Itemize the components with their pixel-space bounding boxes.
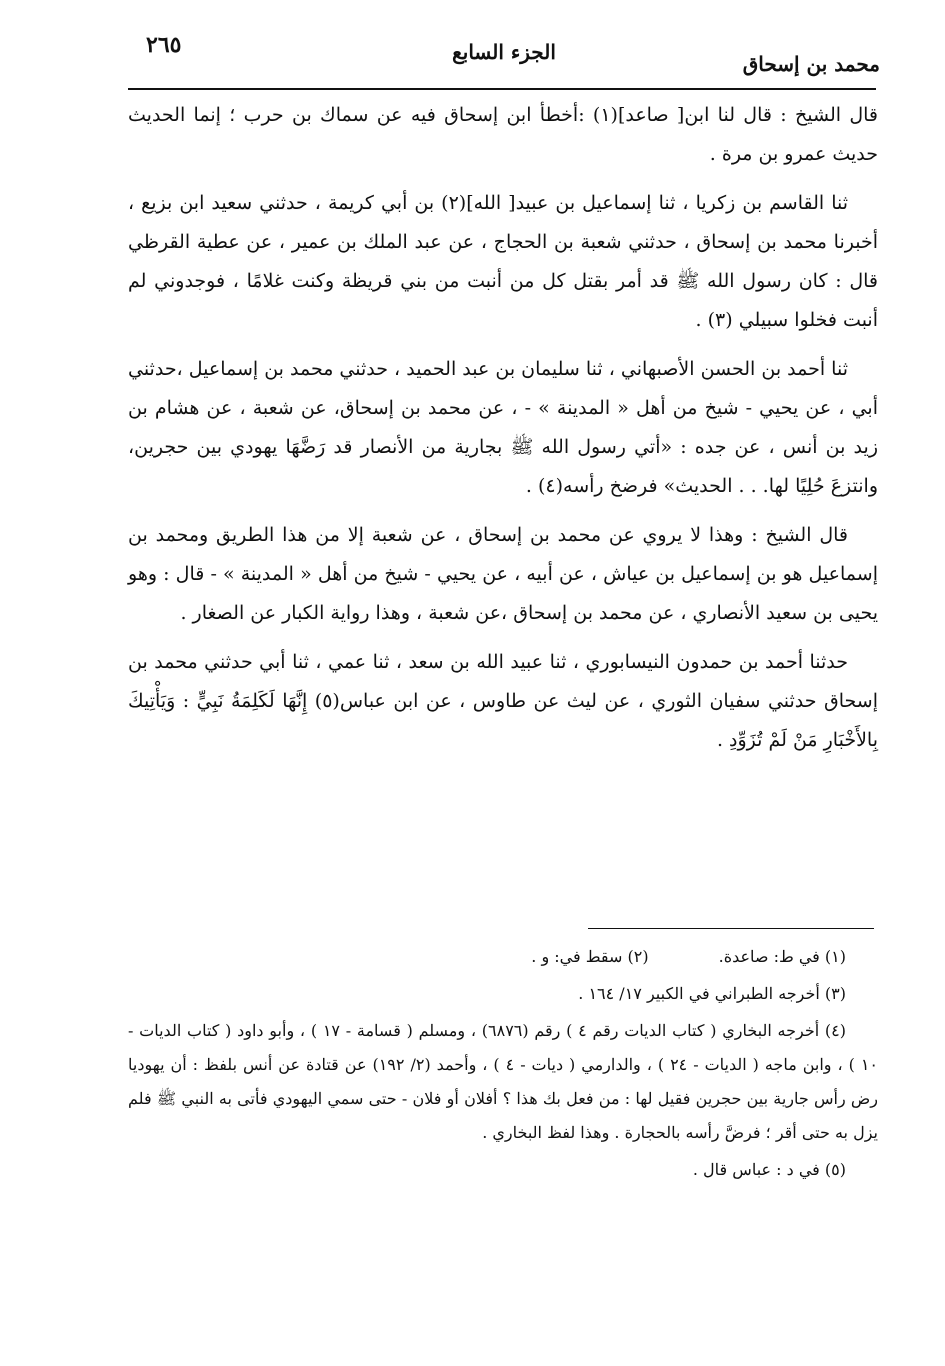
footnote-5: (٥) في د : عباس قال . [692, 1160, 846, 1179]
footnote-1: (١) في ط: صاعدة. [718, 947, 846, 966]
paragraph-5: حدثنا أحمد بن حمدون النيسابوري ، ثنا عبيد الله بن سعد ، ثنا عمي ، ثنا أبي حدثني محمد بن إسحاق حدثني سفيان الثوري ، عن ليث عن طاوس ، عن ابن عباس(٥) إِنَّهَا لَكَلِمَةُ نَبِيٍّ : وَيَأْتِيكَ بِالأَخْبَارِ مَنْ لَمْ تُزَوِّدِ . [128, 651, 878, 751]
footnote-3: (٣) أخرجه الطبراني في الكبير ١٧/ ١٦٤ . [578, 984, 846, 1003]
paragraph-1: قال الشيخ : قال لنا ابن[ صاعد](١) :أخطأ ابن إسحاق فيه عن سماك بن حرب ؛ إنما الحديث حديث عمرو بن مرة . [128, 104, 878, 165]
header-part-title: الجزء السابع [452, 40, 556, 64]
header-book-title: محمد بن إسحاق [742, 52, 880, 76]
page-number: ٢٦٥ [146, 32, 182, 58]
footnotes [128, 940, 878, 1190]
footnote-rule [588, 928, 874, 929]
paragraph-2: ثنا القاسم بن زكريا ، ثنا إسماعيل بن عبيد[ الله](٢) بن أبي كريمة ، حدثني سعيد ابن بزيع ، أخبرنا محمد بن إسحاق ، حدثني شعبة بن الحجاج ، عن عبد الملك بن عمير ، عن عطية القرظي قال : كان رسول الله ﷺ قد أمر بقتل كل من أنبت من بني قريظة وكنت غلامًا ، فوجدوني لم أنبت فخلوا سبيلي (٣) . [128, 192, 878, 331]
main-text [128, 96, 878, 770]
paragraph-3: ثنا أحمد بن الحسن الأصبهاني ، ثنا سليمان بن عبد الحميد ، حدثني محمد بن إسماعيل ،حدثني أبي ، عن يحيي - شيخ من أهل « المدينة » - ، عن محمد بن إسحاق، عن شعبة ، عن هشام بن زيد بن أنس ، عن جده : «أتي رسول الله ﷺ بجارية من الأنصار قد رَضَّهَا يهودي بين حجرين، وانتزعَ حُلِيًا لها. . . الحديث» فرضخ رأسه(٤) . [127, 358, 878, 497]
footnote-2: (٢) سقط في: و . [531, 947, 649, 966]
footnote-4: (٤) أخرجه البخاري ( كتاب الديات رقم ٤ ) رقم (٦٨٧٦) ، ومسلم ( قسامة - ١٧ ) ، وأبو داود ( كتاب الديات - ١٠ ) ، وابن ماجه ( الديات - ٢٤ ) ، والدارمي ( ديات - ٤ ) ، وأحمد (٢/ ١٩٢) عن قتادة عن أنس بلفظ : أن يهوديا رض رأس جارية بين حجرين فقيل لها : من فعل بك هذا ؟ أفلان أو فلان - حتى سمي اليهودي فأتى به النبي ﷺ فلم يزل به حتى أقر ؛ فرضَّ رأسه بالحجارة . وهذا لفظ البخاري . [128, 1021, 879, 1142]
footnote-line-1 [128, 940, 878, 974]
header-rule [128, 88, 876, 90]
paragraph-4: قال الشيخ : وهذا لا يروي عن محمد بن إسحاق ، عن شعبة إلا من هذا الطريق ومحمد بن إسماعيل هو بن إسماعيل بن عياش ، عن أبيه ، عن يحيي - شيخ من أهل « المدينة » - قال : وهو يحيى بن سعيد الأنصاري ، عن محمد بن إسحاق ،عن شعبة ، وهذا رواية الكبار عن الصغار . [128, 524, 878, 624]
running-header [128, 30, 880, 82]
